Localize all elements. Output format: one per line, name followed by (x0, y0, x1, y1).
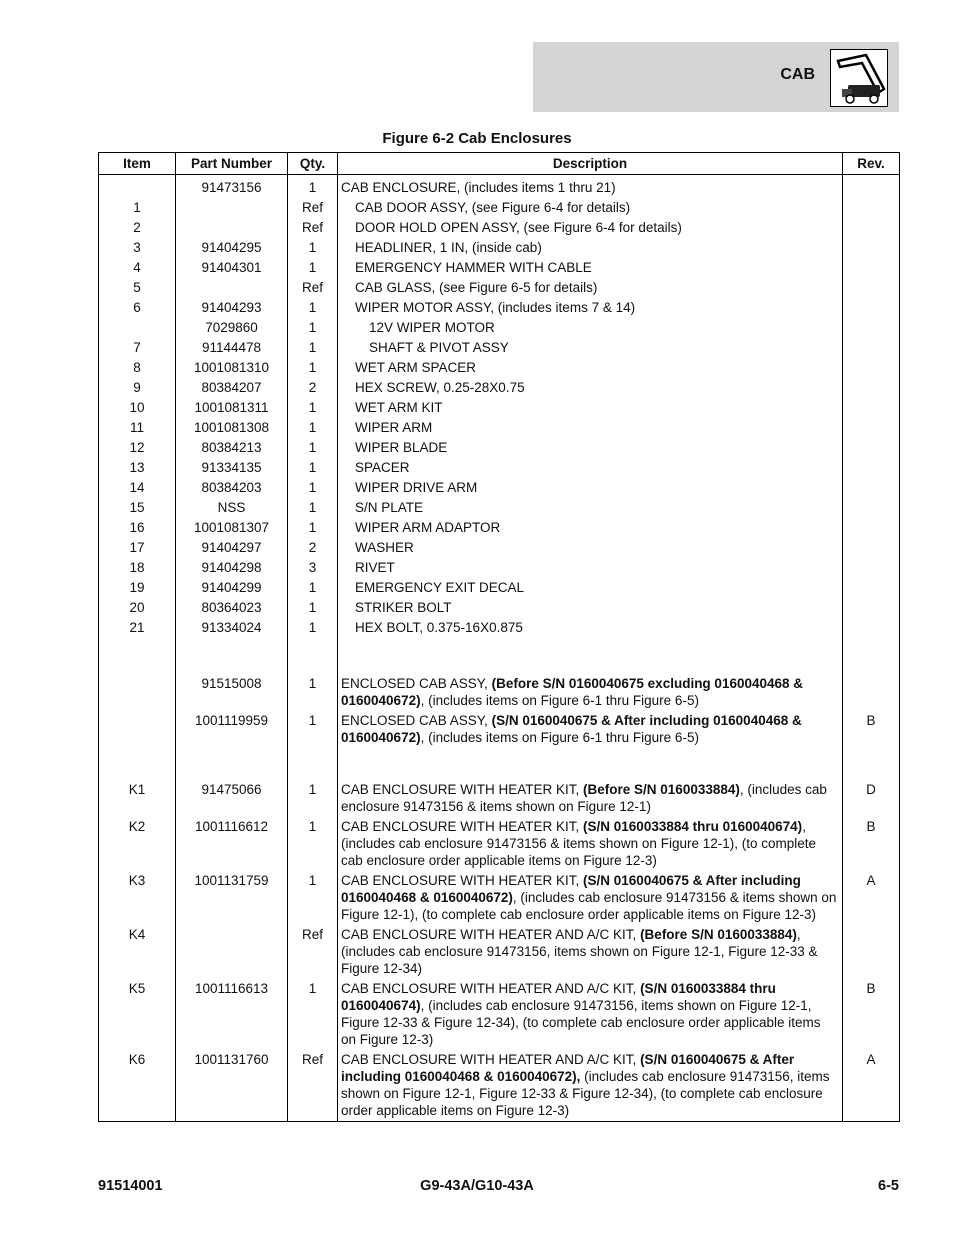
rev-cell (843, 318, 900, 338)
description-segment: ENCLOSED CAB ASSY, (341, 676, 492, 691)
description-bold-segment: (S/N 0160040675 & After including 0160040468 & 0160040672) (341, 873, 801, 905)
table-row (99, 780, 900, 817)
description-text (341, 927, 818, 976)
description-text (341, 873, 836, 922)
spacer-cell (176, 638, 288, 674)
qty-cell: 1 (288, 318, 338, 338)
qty-cell: 1 (288, 498, 338, 518)
table-row (99, 258, 900, 278)
description-text (341, 519, 838, 536)
description-segment: WIPER ARM ADAPTOR (355, 520, 501, 535)
description-text (341, 539, 838, 556)
rev-cell: B (843, 817, 900, 871)
description-cell (338, 478, 843, 498)
item-cell (99, 674, 176, 711)
description-cell (338, 298, 843, 318)
description-text (341, 419, 838, 436)
part-number-cell: 91404298 (176, 558, 288, 578)
rev-cell: B (843, 979, 900, 1050)
table-row (99, 298, 900, 318)
rev-cell (843, 258, 900, 278)
column-header-description: Description (338, 153, 843, 175)
description-cell (338, 398, 843, 418)
part-number-cell: 1001081308 (176, 418, 288, 438)
table-row (99, 398, 900, 418)
table-row (99, 711, 900, 748)
description-cell (338, 458, 843, 478)
spacer-cell (843, 638, 900, 674)
description-bold-segment: (S/N 0160033884 thru 0160040674) (583, 819, 803, 834)
description-text (341, 819, 816, 868)
table-row (99, 278, 900, 298)
description-text (341, 180, 616, 195)
part-number-cell: 91404293 (176, 298, 288, 318)
part-number-cell (176, 278, 288, 298)
description-segment: SPACER (355, 460, 410, 475)
description-bold-segment: (S/N 0160040675 & After including 0160040468 & 0160040672) (341, 713, 802, 745)
rev-cell (843, 398, 900, 418)
item-cell: 20 (99, 598, 176, 618)
table-row (99, 458, 900, 478)
table-row (99, 378, 900, 398)
description-cell (338, 175, 843, 199)
item-cell: K2 (99, 817, 176, 871)
description-text (341, 499, 838, 516)
description-cell (338, 711, 843, 748)
qty-cell: 1 (288, 478, 338, 498)
description-text (341, 599, 838, 616)
description-segment: WIPER DRIVE ARM (355, 480, 478, 495)
part-number-cell: 91144478 (176, 338, 288, 358)
rev-cell (843, 418, 900, 438)
qty-cell: Ref (288, 218, 338, 238)
rev-cell (843, 578, 900, 598)
column-header-rev: Rev. (843, 153, 900, 175)
description-segment: , (includes cab enclosure 91473156, items shown on Figure 12-1, Figure 12-33 & Figure 12-34), (to complete cab enclosure order applicable items on Figure 12-3) (341, 998, 821, 1047)
description-cell (338, 238, 843, 258)
part-number-cell: 91334135 (176, 458, 288, 478)
description-text (341, 559, 838, 576)
description-segment: WIPER MOTOR ASSY, (includes items 7 & 14) (355, 300, 636, 315)
table-row (99, 358, 900, 378)
item-cell: 17 (99, 538, 176, 558)
table-row (99, 478, 900, 498)
rev-cell (843, 378, 900, 398)
rev-cell (843, 198, 900, 218)
description-text (341, 676, 803, 708)
table-row (99, 817, 900, 871)
description-segment: , (includes items on Figure 6-1 thru Figure 6-5) (420, 730, 699, 745)
rev-cell (843, 538, 900, 558)
description-segment: CAB ENCLOSURE WITH HEATER KIT, (341, 873, 584, 888)
description-segment: WET ARM KIT (355, 400, 443, 415)
rev-cell (843, 358, 900, 378)
rev-cell (843, 498, 900, 518)
part-number-cell: 1001131759 (176, 871, 288, 925)
description-cell (338, 598, 843, 618)
description-segment: HEADLINER, 1 IN, (inside cab) (355, 240, 542, 255)
qty-cell: 1 (288, 298, 338, 318)
description-text (341, 399, 838, 416)
part-number-cell: 1001119959 (176, 711, 288, 748)
part-number-cell: 1001081307 (176, 518, 288, 538)
part-number-cell: NSS (176, 498, 288, 518)
description-text (341, 619, 838, 636)
description-segment: WIPER BLADE (355, 440, 448, 455)
item-cell: 14 (99, 478, 176, 498)
description-segment: RIVET (355, 560, 395, 575)
part-number-cell: 91404295 (176, 238, 288, 258)
part-number-cell: 80384207 (176, 378, 288, 398)
item-cell: 6 (99, 298, 176, 318)
qty-cell: 1 (288, 871, 338, 925)
description-cell (338, 258, 843, 278)
description-text (341, 299, 838, 316)
item-cell: 12 (99, 438, 176, 458)
qty-cell: 1 (288, 711, 338, 748)
description-cell (338, 418, 843, 438)
column-header-qty: Qty. (288, 153, 338, 175)
table-row (99, 438, 900, 458)
description-text (341, 713, 802, 745)
item-cell: 11 (99, 418, 176, 438)
description-cell (338, 198, 843, 218)
spacer-cell (338, 748, 843, 780)
description-segment: , (includes cab enclosure 91473156, items shown on Figure 12-1, Figure 12-33 & Figure 12-34) (341, 927, 818, 976)
rev-cell (843, 238, 900, 258)
description-segment: HEX SCREW, 0.25-28X0.75 (355, 380, 525, 395)
description-segment: CAB ENCLOSURE WITH HEATER AND A/C KIT, (341, 981, 641, 996)
part-number-cell: 91475066 (176, 780, 288, 817)
part-number-cell: 91404299 (176, 578, 288, 598)
description-text (341, 359, 838, 376)
qty-cell: 1 (288, 258, 338, 278)
item-cell: 15 (99, 498, 176, 518)
description-bold-segment: (Before S/N 0160033884) (640, 927, 797, 942)
rev-cell (843, 925, 900, 979)
rev-cell: D (843, 780, 900, 817)
qty-cell: 1 (288, 338, 338, 358)
spacer-row (99, 748, 900, 780)
description-text (341, 1052, 830, 1118)
qty-cell: 1 (288, 238, 338, 258)
description-cell (338, 498, 843, 518)
description-segment: 12V WIPER MOTOR (369, 320, 495, 335)
item-cell: 5 (99, 278, 176, 298)
description-text (341, 379, 838, 396)
description-cell (338, 358, 843, 378)
description-cell (338, 558, 843, 578)
table-row (99, 598, 900, 618)
part-number-cell: 91473156 (176, 175, 288, 199)
footer-part-number: 91514001 (98, 1178, 163, 1194)
part-number-cell: 91515008 (176, 674, 288, 711)
item-cell (99, 318, 176, 338)
description-text (341, 279, 838, 296)
item-cell: 19 (99, 578, 176, 598)
table-row (99, 871, 900, 925)
table-row (99, 558, 900, 578)
item-cell: 21 (99, 618, 176, 638)
description-cell (338, 1050, 843, 1122)
item-cell: 10 (99, 398, 176, 418)
item-cell: 18 (99, 558, 176, 578)
description-text (341, 199, 838, 216)
table-row (99, 198, 900, 218)
item-cell: 2 (99, 218, 176, 238)
part-number-cell: 91334024 (176, 618, 288, 638)
item-cell (99, 711, 176, 748)
description-segment: CAB ENCLOSURE WITH HEATER AND A/C KIT, (341, 927, 641, 942)
table-header-row (99, 153, 900, 175)
description-segment: STRIKER BOLT (355, 600, 452, 615)
spacer-cell (99, 748, 176, 780)
item-cell: 4 (99, 258, 176, 278)
description-segment: EMERGENCY EXIT DECAL (355, 580, 525, 595)
qty-cell: 1 (288, 598, 338, 618)
rev-cell (843, 458, 900, 478)
spacer-cell (288, 748, 338, 780)
item-cell: 1 (99, 198, 176, 218)
qty-cell: 1 (288, 458, 338, 478)
description-segment: HEX BOLT, 0.375-16X0.875 (355, 620, 523, 635)
rev-cell (843, 598, 900, 618)
rev-cell (843, 478, 900, 498)
item-cell: 3 (99, 238, 176, 258)
description-segment: CAB ENCLOSURE WITH HEATER AND A/C KIT, (341, 1052, 641, 1067)
description-segment: , (includes cab enclosure 91473156 & items shown on Figure 12-1), (to complete cab enclosure order applicable items on Figure 12-3) (341, 890, 837, 922)
rev-cell: A (843, 1050, 900, 1122)
description-segment: SHAFT & PIVOT ASSY (369, 340, 509, 355)
item-cell: K3 (99, 871, 176, 925)
description-segment: , (includes cab enclosure 91473156 & items shown on Figure 12-1), (to complete cab enclosure order applicable items on Figure 12-3) (341, 819, 817, 868)
description-segment: CAB ENCLOSURE WITH HEATER KIT, (341, 782, 584, 797)
table-row (99, 238, 900, 258)
qty-cell: Ref (288, 198, 338, 218)
rev-cell (843, 558, 900, 578)
part-number-cell: 1001116613 (176, 979, 288, 1050)
table-row (99, 318, 900, 338)
part-number-cell: 80364023 (176, 598, 288, 618)
part-number-cell: 80384213 (176, 438, 288, 458)
description-text (341, 439, 838, 456)
qty-cell: 2 (288, 538, 338, 558)
spacer-cell (843, 748, 900, 780)
item-cell: K6 (99, 1050, 176, 1122)
part-number-cell: 91404301 (176, 258, 288, 278)
rev-cell (843, 438, 900, 458)
description-text (341, 459, 838, 476)
lift-machine-icon (830, 49, 888, 107)
spacer-cell (338, 638, 843, 674)
rev-cell (843, 278, 900, 298)
table-row (99, 218, 900, 238)
part-number-cell (176, 925, 288, 979)
rev-cell: B (843, 711, 900, 748)
table-row (99, 925, 900, 979)
description-cell (338, 817, 843, 871)
qty-cell: Ref (288, 1050, 338, 1122)
rev-cell (843, 298, 900, 318)
qty-cell: 1 (288, 817, 338, 871)
table-row (99, 979, 900, 1050)
table-row (99, 175, 900, 199)
description-cell (338, 518, 843, 538)
description-cell (338, 278, 843, 298)
spacer-cell (99, 638, 176, 674)
description-text (341, 339, 838, 356)
table-row (99, 518, 900, 538)
description-segment: WET ARM SPACER (355, 360, 477, 375)
qty-cell: 1 (288, 175, 338, 199)
part-number-cell: 1001116612 (176, 817, 288, 871)
part-number-cell (176, 198, 288, 218)
part-number-cell: 1001081311 (176, 398, 288, 418)
description-text (341, 479, 838, 496)
item-cell: 9 (99, 378, 176, 398)
qty-cell: 3 (288, 558, 338, 578)
item-cell: 16 (99, 518, 176, 538)
table-row (99, 338, 900, 358)
description-cell (338, 318, 843, 338)
description-segment: S/N PLATE (355, 500, 424, 515)
description-segment: , (includes items on Figure 6-1 thru Figure 6-5) (420, 693, 699, 708)
description-segment: CAB ENCLOSURE WITH HEATER KIT, (341, 819, 584, 834)
column-header-item: Item (99, 153, 176, 175)
rev-cell (843, 618, 900, 638)
description-segment: CAB DOOR ASSY, (see Figure 6-4 for details) (355, 200, 631, 215)
qty-cell: 1 (288, 780, 338, 817)
qty-cell: 1 (288, 418, 338, 438)
description-cell (338, 218, 843, 238)
part-number-cell: 91404297 (176, 538, 288, 558)
table-row (99, 538, 900, 558)
part-number-cell: 1001131760 (176, 1050, 288, 1122)
description-cell (338, 438, 843, 458)
table-row (99, 498, 900, 518)
description-cell (338, 979, 843, 1050)
description-cell (338, 925, 843, 979)
qty-cell: Ref (288, 925, 338, 979)
description-bold-segment: (Before S/N 0160040675 excluding 0160040468 & 0160040672) (341, 676, 804, 708)
part-number-cell: 7029860 (176, 318, 288, 338)
figure-title: Figure 6-2 Cab Enclosures (382, 130, 572, 147)
description-segment: WASHER (355, 540, 414, 555)
qty-cell: 2 (288, 378, 338, 398)
table-row (99, 674, 900, 711)
description-text (341, 219, 838, 236)
description-cell (338, 338, 843, 358)
rev-cell: A (843, 871, 900, 925)
rev-cell (843, 674, 900, 711)
qty-cell: 1 (288, 358, 338, 378)
column-header-part-number: Part Number (176, 153, 288, 175)
description-bold-segment: (S/N 0160033884 thru 0160040674) (341, 981, 776, 1013)
description-segment: CAB ENCLOSURE, (includes items 1 thru 21) (341, 180, 616, 195)
description-segment: , (includes cab enclosure 91473156 & items shown on Figure 12-1) (341, 782, 827, 814)
rev-cell (843, 175, 900, 199)
qty-cell: 1 (288, 518, 338, 538)
qty-cell: 1 (288, 578, 338, 598)
section-header (533, 42, 899, 112)
description-segment: ENCLOSED CAB ASSY, (341, 713, 492, 728)
description-cell (338, 578, 843, 598)
rev-cell (843, 518, 900, 538)
description-bold-segment: (S/N 0160040675 & After including 0160040468 & 0160040672), (341, 1052, 795, 1084)
qty-cell: 1 (288, 438, 338, 458)
table-row (99, 578, 900, 598)
footer-model: G9-43A/G10-43A (420, 1178, 534, 1194)
description-segment: EMERGENCY HAMMER WITH CABLE (355, 260, 592, 275)
part-number-cell: 80384203 (176, 478, 288, 498)
item-cell: 8 (99, 358, 176, 378)
description-text (341, 239, 838, 256)
qty-cell: 1 (288, 618, 338, 638)
item-cell: 7 (99, 338, 176, 358)
description-cell (338, 378, 843, 398)
description-segment: WIPER ARM (355, 420, 433, 435)
qty-cell: 1 (288, 674, 338, 711)
description-segment: DOOR HOLD OPEN ASSY, (see Figure 6-4 for details) (355, 220, 682, 235)
description-text (341, 259, 838, 276)
description-bold-segment: (Before S/N 0160033884) (583, 782, 740, 797)
spacer-cell (176, 748, 288, 780)
parts-table (98, 152, 900, 1122)
footer-page-number: 6-5 (878, 1178, 899, 1194)
table-row (99, 418, 900, 438)
rev-cell (843, 338, 900, 358)
table-row (99, 1050, 900, 1122)
description-text (341, 579, 838, 596)
item-cell (99, 175, 176, 199)
table-body (99, 175, 900, 1122)
description-cell (338, 780, 843, 817)
qty-cell: 1 (288, 979, 338, 1050)
item-cell: K5 (99, 979, 176, 1050)
description-cell (338, 618, 843, 638)
table-row (99, 618, 900, 638)
description-text (341, 981, 821, 1047)
description-text (341, 782, 827, 814)
description-text (341, 319, 838, 336)
item-cell: 13 (99, 458, 176, 478)
description-segment: CAB GLASS, (see Figure 6-5 for details) (355, 280, 598, 295)
description-cell (338, 538, 843, 558)
section-title: CAB (780, 66, 815, 83)
part-number-cell (176, 218, 288, 238)
part-number-cell: 1001081310 (176, 358, 288, 378)
spacer-cell (288, 638, 338, 674)
spacer-row (99, 638, 900, 674)
qty-cell: 1 (288, 398, 338, 418)
item-cell: K1 (99, 780, 176, 817)
rev-cell (843, 218, 900, 238)
description-cell (338, 871, 843, 925)
description-cell (338, 674, 843, 711)
description-segment: (includes cab enclosure 91473156, items shown on Figure 12-1, Figure 12-33 & Figure 12-34), (to complete cab enclosure order applicable items on Figure 12-3) (341, 1069, 830, 1118)
qty-cell: Ref (288, 278, 338, 298)
item-cell: K4 (99, 925, 176, 979)
